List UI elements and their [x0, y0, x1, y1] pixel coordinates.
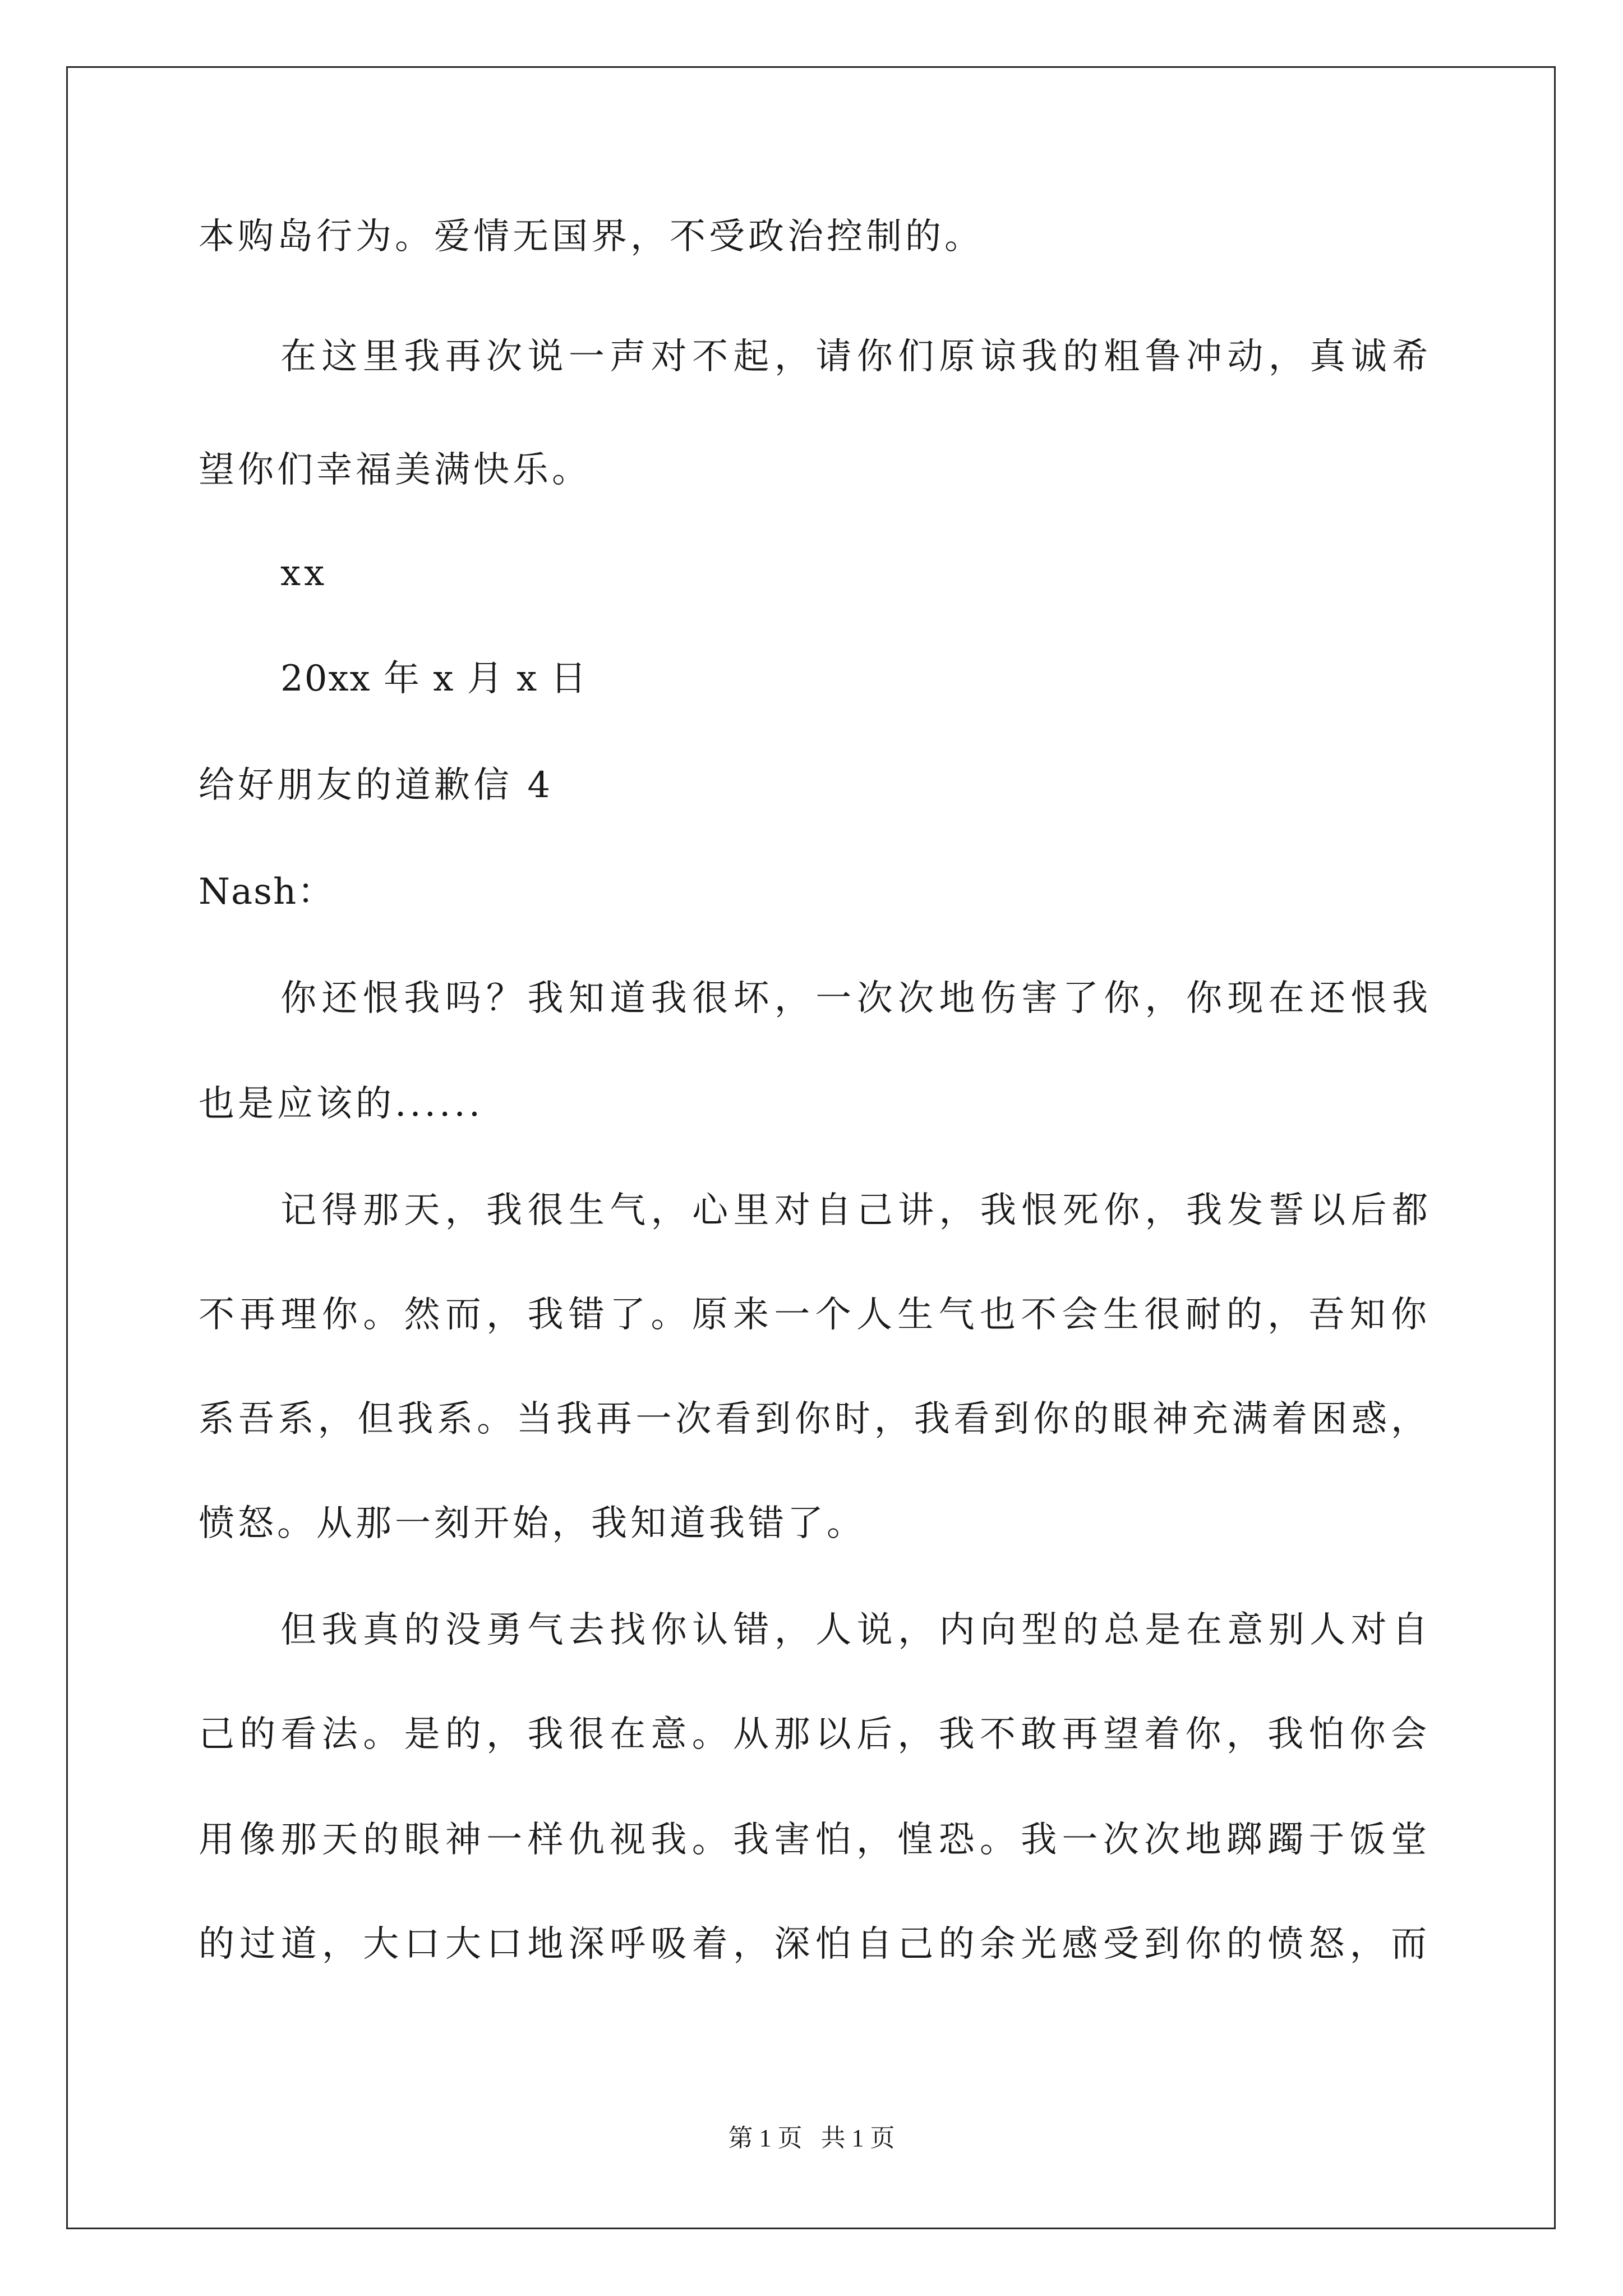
paragraph-line: 不再理你。然而，我错了。原来一个人生气也不会生很耐的，吾知你 [199, 1294, 1427, 1336]
section-heading: 给好朋友的道歉信 4 [199, 765, 554, 806]
paragraph-line: 的过道，大口大口地深呼吸着，深怕自己的余光感受到你的愤怒，而 [199, 1924, 1427, 1965]
paragraph-line: 在这里我再次说一声对不起，请你们原谅我的粗鲁冲动，真诚希 [280, 336, 1428, 378]
paragraph-line: 用像那天的眼神一样仇视我。我害怕，惶恐。我一次次地踯躅于饭堂 [199, 1819, 1427, 1861]
text-line: 愤怒。从那一刻开始，我知道我错了。 [199, 1503, 866, 1544]
paragraph-line: 系吾系，但我系。当我再一次看到你时，我看到你的眼神充满着困惑， [199, 1398, 1427, 1440]
paragraph-line: 记得那天，我很生气，心里对自己讲，我恨死你，我发誓以后都 [280, 1190, 1428, 1231]
paragraph-line: 己的看法。是的，我很在意。从那以后，我不敢再望着你，我怕你会 [199, 1714, 1427, 1755]
page-number-footer: 第 1 页 共 1 页 [728, 2124, 895, 2152]
date-line: 20xx 年 x 月 x 日 [280, 658, 588, 700]
text-line: 望你们幸福美满快乐。 [199, 449, 591, 491]
text-line: 本购岛行为。爱情无国界，不受政治控制的。 [199, 216, 984, 257]
signature: xx [280, 553, 328, 594]
paragraph-line: 你还恨我吗？我知道我很坏，一次次地伤害了你，你现在还恨我 [280, 978, 1428, 1019]
text-line: 也是应该的...... [199, 1083, 484, 1125]
paragraph-line: 但我真的没勇气去找你认错，人说，内向型的总是在意别人对自 [280, 1609, 1428, 1651]
page-border [66, 66, 1556, 2229]
salutation: Nash： [199, 871, 335, 913]
